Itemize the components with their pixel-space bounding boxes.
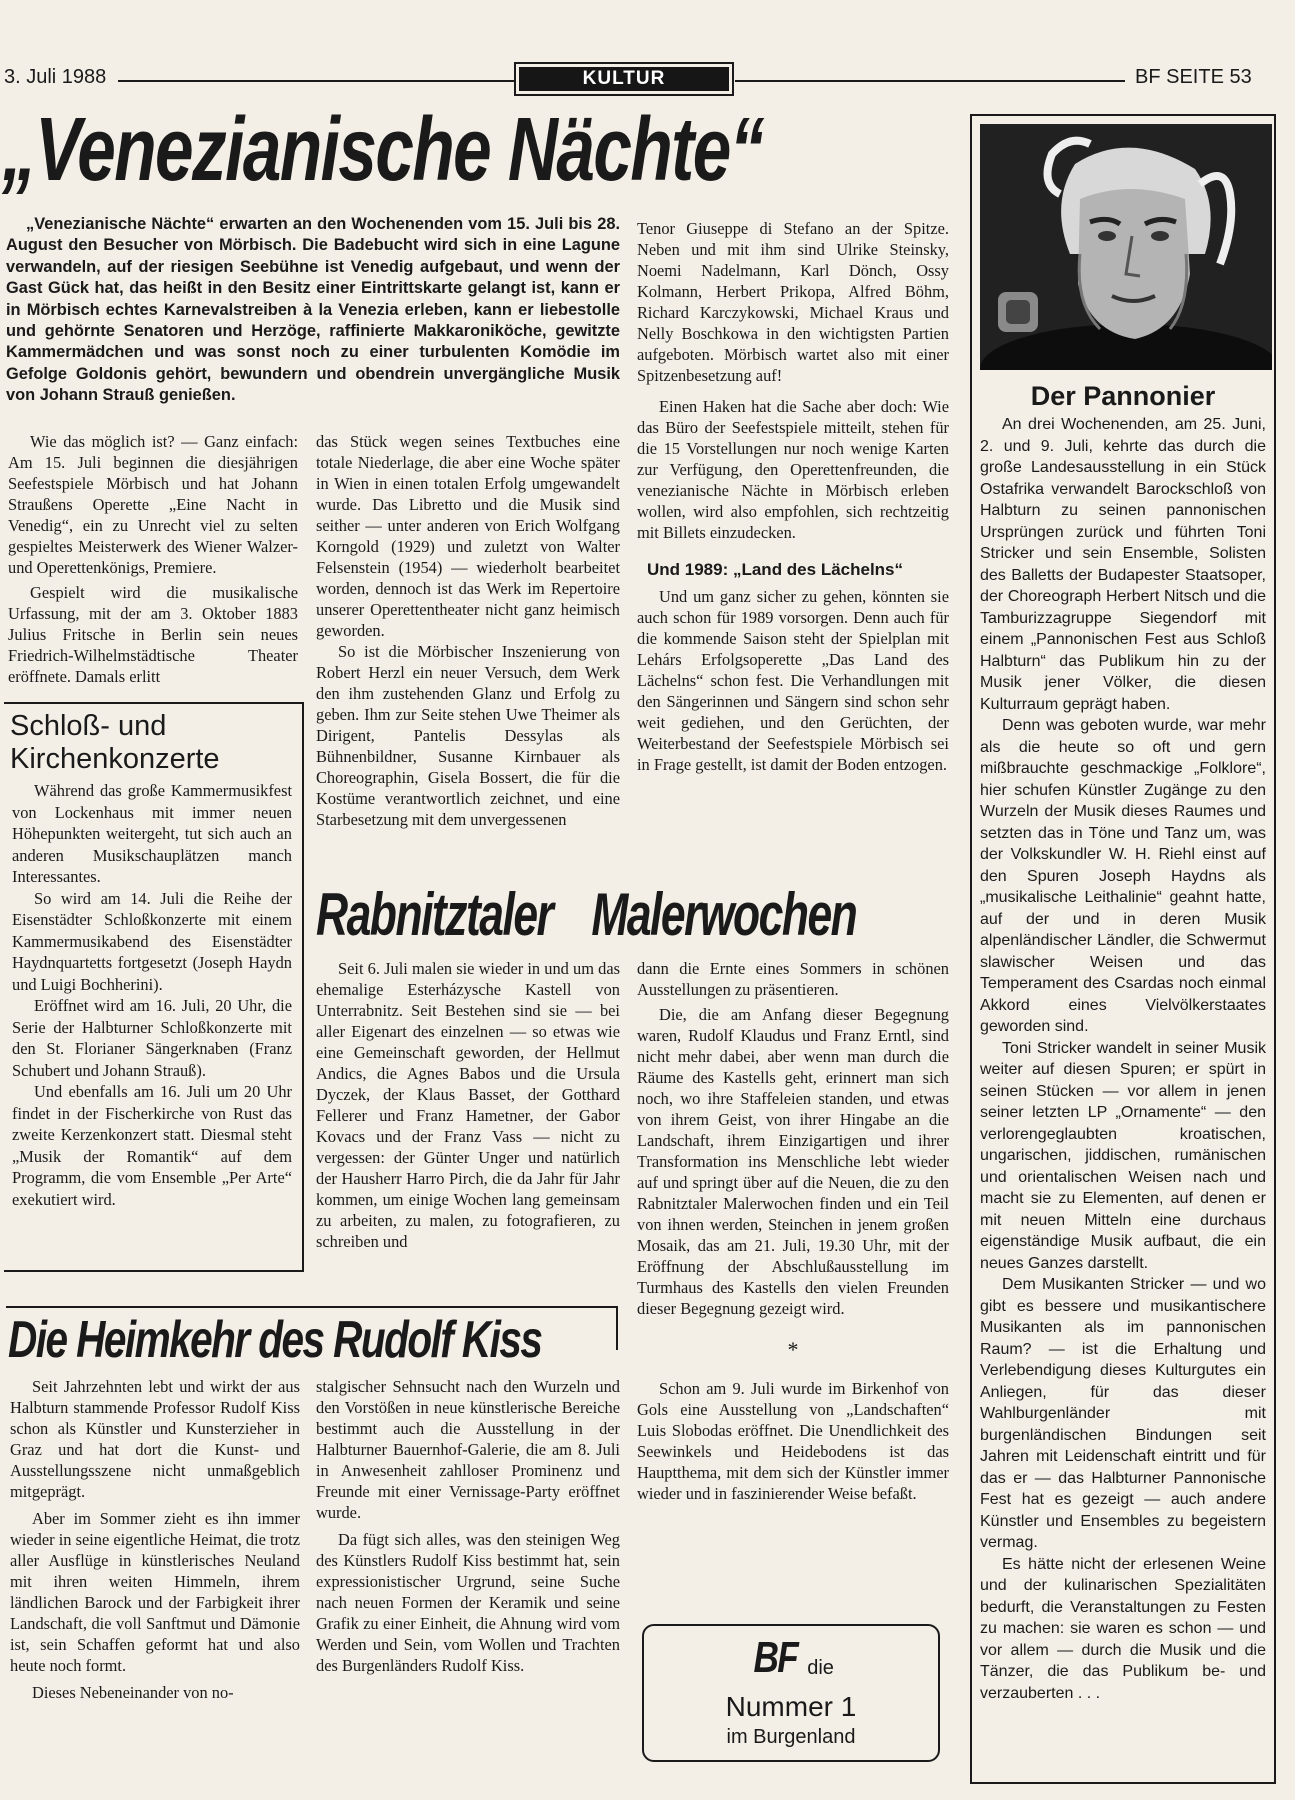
paragraph: Einen Haken hat die Sache aber doch: Wie das Büro der Seefestspiele mitteilt, stehen für die 15 Vorstellungen nur noch wenige Karten zur Verfügung, den Operettenfreunden, die venezianische Nächte in Mörbisch erleben wollen, wird also empfohlen, sich rechtzeitig mit Billets einzudecken. xyxy=(637,397,949,542)
paragraph: stalgischer Sehnsucht nach den Wurzeln und den Vorstößen in neue künstlerische Bereiche bestimmt auch die Ausstellung in der Halbturner Bauernhof-Galerie, die am 8. Juli in Anwesenheit zahlloser Prominenz und Freunde mit einer Vernissage-Party eröffnet wurde. xyxy=(316,1377,620,1522)
paragraph: Und ebenfalls am 16. Juli um 20 Uhr findet in der Fischerkirche von Rust das zweite Kerzenkonzert statt. Diesmal steht „Musik der Romantik“ auf dem Programm, die vom Ensemble „Per Arte“ exekutiert wird. xyxy=(12,1082,292,1209)
painters-col-1 xyxy=(316,958,620,1252)
paragraph: Es hätte nicht der erlesenen Weine und der kulinarischen Spezialitäten bedurft, die Veranstaltungen zu Festen zu machen: sie waren es schon — und vor allem — durch die Musik und die Tänzer, die das Publikum be- und verzauberten . . . xyxy=(980,1555,1266,1702)
portrait-photo xyxy=(980,124,1272,370)
paragraph: Seit Jahrzehnten lebt und wirkt der aus Halbturn stammende Professor Rudolf Kiss schon als Künstler und Kunsterzieher in Graz und hat dort die Kunst- und Ausstellungsszene nicht unmaßgeblich mitgeprägt. xyxy=(10,1377,300,1501)
paragraph: das Stück wegen seines Textbuches eine totale Niederlage, die aber eine Woche später in Wien in einen totalen Erfolg umgewandelt wurde. Das Libretto und die Musik sind seither — unter anderen von Erich Wolfgang Korngold (1929) und zuletzt von Walter Felsenstein (1954) — wiederholt bearbeitet worden, dennoch ist das Werk im Repertoire unserer Operettentheater nicht ganz heimisch geworden. xyxy=(316,432,620,640)
header-rule xyxy=(118,80,518,82)
ad-box xyxy=(642,1624,940,1762)
paragraph: So ist die Mörbischer Inszenierung von Robert Herzl ein neuer Versuch, dem Werk den ihm zustehenden Glanz und Erfolg zu geben. Ihm zur Seite stehen Uwe Theimer als Dirigent, Pantelis Dessylas als Bühnenbildner, Susanne Kirnbauer als Choreographin, Gisela Bossert, die für die Kostüme verantwortlich zeichnet, und eine Starbesetzung mit dem unvergessenen xyxy=(316,642,620,829)
paragraph: An drei Wochenenden, am 25. Juni, 2. und 9. Juli, kehrte das durch die große Landesausstellung in ein Stück Ostafrika verwandelt Barockschloß von Halbturn zu seinen pannonischen Ursprüngen zurück und führten Toni Stricker und sein Ensemble, Solisten des Balletts der Budapester Staatsoper, der Choreograph Herbert Nitsch und die Tamburizzagruppe Siegendorf mit einem „Pannonischen Fest aus Schloß Halbturn“ das Publikum hin zu der Musik jener Völker, die diesen Kulturraum geprägt haben. xyxy=(980,416,1266,713)
paragraph: Und um ganz sicher zu gehen, könnten sie auch schon für 1989 vorsorgen. Denn auch für die kommende Saison steht der Spielplan mit Lehárs Erfolgsoperette „Das Land des Lächelns“ schon fest. Die Verhandlungen mit den Sängerinnen und Sängern sind schon sehr weit gediehen, und den Gerüchten, der Weiterbestand der Seefestspiele Mörbisch sei in Frage gestellt, ist damit der Boden entzogen. xyxy=(637,587,949,774)
separator-asterisk: * xyxy=(787,1337,799,1362)
paragraph: So wird am 14. Juli die Reihe der Eisenstädter Schloßkonzerte mit einem Kammermusikabend des Eisenstädter Haydnquartetts fortgesetzt (Joseph Haydn und Luigi Bochherini). xyxy=(12,888,292,994)
sidebar-body xyxy=(980,414,1266,1704)
paragraph: Dem Musikanten Stricker — und wo gibt es bessere und musikantischere Musikanten als im pannonischen Raum? — ist die Erhaltung und Verlebendigung dieses Kulturgutes ein Anliegen, für das dieser Wahlburgenländer mit burgenländischen Bindungen seit Jahren mit Leidenschaft eintritt und für das er — das Halbturner Pannonische Fest hat es gezeigt — auch andere Künstler und Ensembles zu begeistern vermag. xyxy=(980,1276,1266,1551)
paragraph: Denn was geboten wurde, war mehr als die heute so oft und gern mißbrauchte geschmackige „Folklore“, hier schufen Künstler Zugänge zu den Wurzeln der Musik dieses Raumes und setzten das in Töne und Tanz um, was der Volkskundler W. H. Riehl einst auf den Spuren Joseph Haydns als „musikalische Leithalinie“ geahnt hatte, auf der und in deren Musik alpenländischer Ländler, die Schwermut slawischer Weisen und das Temperament des Csardas noch einmal Akkord eines Vielvölkerstaates geworden sind. xyxy=(980,717,1266,1035)
paragraph: Eröffnet wird am 16. Juli, 20 Uhr, die Serie der Halbturner Schloßkonzerte mit den St. Florianer Sängerknaben (Franz Schubert und Johann Strauß). xyxy=(12,996,292,1080)
paragraph: Gespielt wird die musikalische Urfassung, mit der am 3. Oktober 1883 Julius Fritsche in Berlin sein neues Friedrich-Wilhelmstädtische Theater eröffnete. Damals erlitt xyxy=(8,583,298,686)
kiss-headline: Die Heimkehr des Rudolf Kiss xyxy=(8,1311,542,1369)
ad-nummer: Nummer 1 xyxy=(725,1691,857,1722)
paragraph: dann die Ernte eines Sommers in schönen Ausstellungen zu präsentieren. xyxy=(637,959,949,999)
ad-region: im Burgenland xyxy=(726,1726,856,1748)
paragraph: Toni Stricker wandelt in seiner Musik weiter auf diesen Spuren; er spürt in seinen Stücken — vor allem in jenen seiner letzten LP „Ornamente“ — den verlorengeglaubten kroatischen, ungarischen, jiddischen, rumänischen und orientalischen Weisen nach und macht sie zu Elementen, auf denen er mit neuen Mitteln eine durchaus eigenständige Musik aufbaut, die ein neues Ganzes darstellt. xyxy=(980,1039,1266,1272)
kiss-rule xyxy=(616,1306,618,1350)
subheading: Und 1989: „Land des Lächelns“ xyxy=(647,560,904,579)
box-title-line: Schloß- und xyxy=(10,710,167,742)
page-number: BF SEITE 53 xyxy=(1135,66,1252,88)
paragraph: Aber im Sommer zieht es ihn immer wieder in seine eigentliche Heimat, die trotz aller Ausflüge in künstlerisches Neuland mit ihren weiten Himmeln, ihrem ländlichen Barock und der Farbigkeit ihrer Landschaft, die voll Sanftmut und Dämonie ist, sein Schaffen geformt hat und also heute noch formt. xyxy=(10,1509,300,1675)
section-title: KULTUR xyxy=(519,67,729,91)
paragraph: Wie das möglich ist? — Ganz einfach: Am 15. Juli beginnen die diesjährigen Seefestspiele Mörbisch und hat Johann Straußens Operette „Eine Nacht in Venedig“, ein zu Unrecht viel zu selten gespieltes Meisterwerk des Wiener Walzer- und Operettenkönigs, Premiere. xyxy=(8,432,298,577)
paragraph: Tenor Giuseppe di Stefano an der Spitze. Neben und mit ihm sind Ulrike Steinsky, Noemi Nadelmann, Karl Dönch, Ossy Kolmann, Herbert Prikopa, Alfred Böhm, Richard Karczykowski, Michael Kraus und Nelly Boschkowa in den wichtigsten Partien aufgeboten. Mörbisch wartet also mit einer Spitzenbesetzung auf! xyxy=(637,219,949,385)
kiss-col-2 xyxy=(316,1376,620,1676)
paragraph: Seit 6. Juli malen sie wieder in und um das ehemalige Esterházysche Kastell von Unterrabnitz. Seit Bestehen sind sie — bei aller Eigenart des einzelnen — so etwas wie eine Gemeinschaft geworden, der Hellmut Andics, die Agnes Babos und die Ursula Dyczek, der Klaus Basset, der Gotthard Fellerer und Franz Hametner, der Gabor Kovacs und der Franz Vass — nicht zu vergessen: der Günter Unger und natürlich der Hausherr Harro Pirch, die da Jahr für Jahr kommen, um einige Wochen lang gemeinsam zu arbeiten, zu malen, zu fotografieren, zu schreiben und xyxy=(316,959,620,1251)
main-col-2 xyxy=(316,431,620,830)
header-date: 3. Juli 1988 xyxy=(4,66,107,88)
header-rule xyxy=(735,80,1125,82)
paragraph: Während das große Kammermusikfest von Lockenhaus mit immer neuen Höhepunkten weitergeht, tut sich auch an anderen Musikschauplätzen manch Interessantes. xyxy=(12,781,292,886)
box-title xyxy=(4,704,302,776)
concerts-box xyxy=(4,702,304,1272)
bf-logo: BF xyxy=(753,1633,798,1682)
paragraph: Die, die am Anfang dieser Begegnung waren, Rudolf Klaudus und Franz Erntl, sind nicht mehr dabei, aber wenn man durch die Räume des Kastells geht, erinnert man sich noch, wo ihre Staffeleien standen, und etwas von ihrem Geist, von ihrer Hingabe an die Landschaft, ihrem Einzigartigen und ihrer Transformation ins Menschliche lebt wieder auf und springt über auf die Neuen, die zu den Rabnitztaler Malerwochen finden und ein Teil von ihnen werden, Steinchen in jenem großen Mosaik, das am 21. Juli, 19.30 Uhr, mit der Eröffnung der Abschlußausstellung im Turmhaus des Kastells den vielen Freunden dieser Begegnung gezeigt wird. xyxy=(637,1005,949,1318)
painters-col-2 xyxy=(637,958,949,1504)
main-headline: „Venezianische Nächte“ xyxy=(2,100,763,200)
paragraph: Dieses Nebeneinander von no- xyxy=(32,1683,234,1702)
box-title-line: Kirchenkonzerte xyxy=(10,743,220,775)
ad-die: die xyxy=(807,1656,834,1679)
section-label xyxy=(514,62,734,96)
lead-text: „Venezianische Nächte“ erwarten an den Wochenenden vom 15. Juli bis 28. August den Besucher von Mörbisch. Die Badebucht wird sich in eine Lagune verwandeln, auf der riesigen Seebühne ist Venedig aufgebaut, und wenn der Gast Gück hat, das heißt in den Besitz einer Eintrittskarte gelangt ist, kann er in Mörbisch echtes Karnevalstreiben à la Venezia erleben, kann er liebestolle und gehörnte Senatoren und Herzöge, raffinierte Makkaroniköche, gewitzte Kammermädchen und was sonst noch zu einer turbulenten Komödie im Gefolge Goldonis gehört, bewundern und obendrein unvergängliche Musik von Johann Strauß genießen. xyxy=(6,215,620,405)
box-body xyxy=(4,776,302,1210)
paragraph: Schon am 9. Juli wurde im Birkenhof von Gols eine Ausstellung von „Landschaften“ Luis Slobodas eröffnet. Die Unendlichkeit des Seewinkels und Heidebodens ist das Hauptthema, mit dem sich der Künstler immer wieder und in faszinierender Weise befaßt. xyxy=(637,1379,949,1503)
ad-logo-line xyxy=(644,1633,938,1690)
lead-paragraph xyxy=(6,214,620,407)
sidebar-title: Der Pannonier xyxy=(1030,381,1216,411)
main-col-1 xyxy=(8,431,298,687)
main-col-3 xyxy=(637,218,949,775)
kiss-rule xyxy=(6,1306,618,1308)
paragraph: Da fügt sich alles, was den steinigen Weg des Künstlers Rudolf Kiss bestimmt hat, sein expressionistischer Urgrund, seine Suche nach neuen Formen der Keramik und seine Grafik zu einer Einheit, die Ahnung wird vom Werden und Sein, vom Wollen und Trachten des Burgenländers Rudolf Kiss. xyxy=(316,1530,620,1675)
painters-headline: Rabnitztaler Malerwochen xyxy=(316,881,857,948)
portrait-image xyxy=(980,124,1272,370)
kiss-col-1 xyxy=(10,1376,300,1703)
